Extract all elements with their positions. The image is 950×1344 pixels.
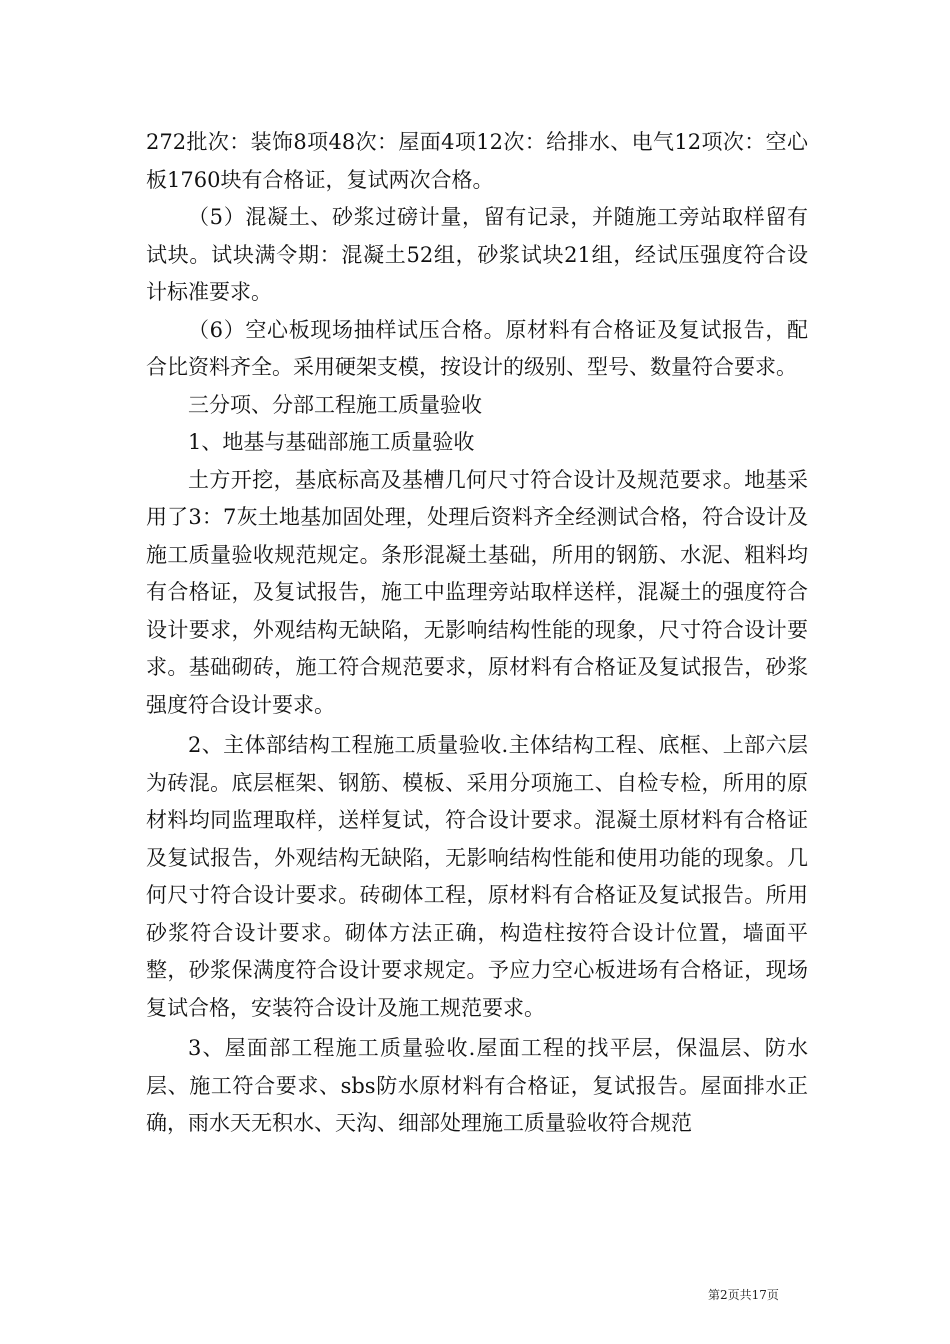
document-body [146,124,808,1143]
page-number: 第2页共17页 [708,1288,779,1302]
subheading-foundation: 1、地基与基础部施工质量验收 [188,430,475,454]
section-heading-acceptance: 三分项、分部工程施工质量验收 [188,392,482,417]
paragraph-item-6-hollow-slab: （6）空心板现场抽样试压合格。原材料有合格证及复试报告，配合比资料齐全。采用硬架支模，按设计的级别、型号、数量符合要求。 [146,317,808,379]
paragraph-item-5-concrete: （5）混凝土、砂浆过磅计量，留有记录，并随施工旁站取样留有试块。试块满令期：混凝土52组，砂浆试块21组，经试压强度符合设计标准要求。 [146,205,808,304]
paragraph-foundation: 土方开挖，基底标高及基槽几何尺寸符合设计及规范要求。地基采用了3：7灰土地基加固处理，处理后资料齐全经测试合格，符合设计及施工质量验收规范规定。条形混凝土基础，所用的钢筋、水泥、粗料均有合格证，及复试报告，施工中监理旁站取样送样，混凝土的强度符合设计要求，外观结构无缺陷，无影响结构性能的现象，尺寸符合设计要求。基础砌砖，施工符合规范要求，原材料有合格证及复试报告，砂浆强度符合设计要求。 [146,467,808,717]
paragraph-main-structure: 2、主体部结构工程施工质量验收.主体结构工程、底框、上部六层为砖混。底层框架、钢筋、模板、采用分项施工、自检专检，所用的原材料均同监理取样，送样复试，符合设计要求。混凝土原材料有合格证及复试报告，外观结构无缺陷，无影响结构性能和使用功能的现象。几何尺寸符合设计要求。砖砌体工程，原材料有合格证及复试报告。所用砂浆符合设计要求。砌体方法正确，构造柱按符合设计位置，墙面平整，砂浆保满度符合设计要求规定。予应力空心板进场有合格证，现场复试合格，安装符合设计及施工规范要求。 [146,733,808,1020]
paragraph-material-batches: 272批次：装饰8项48次：屋面4项12次：给排水、电气12项次：空心板1760块有合格证，复试两次合格。 [146,130,808,192]
paragraph-roof: 3、屋面部工程施工质量验收.屋面工程的找平层，保温层、防水层、施工符合要求、sbs防水原材料有合格证，复试报告。屋面排水正确，雨水天无积水、天沟、细部处理施工质量验收符合规范 [146,1036,808,1135]
